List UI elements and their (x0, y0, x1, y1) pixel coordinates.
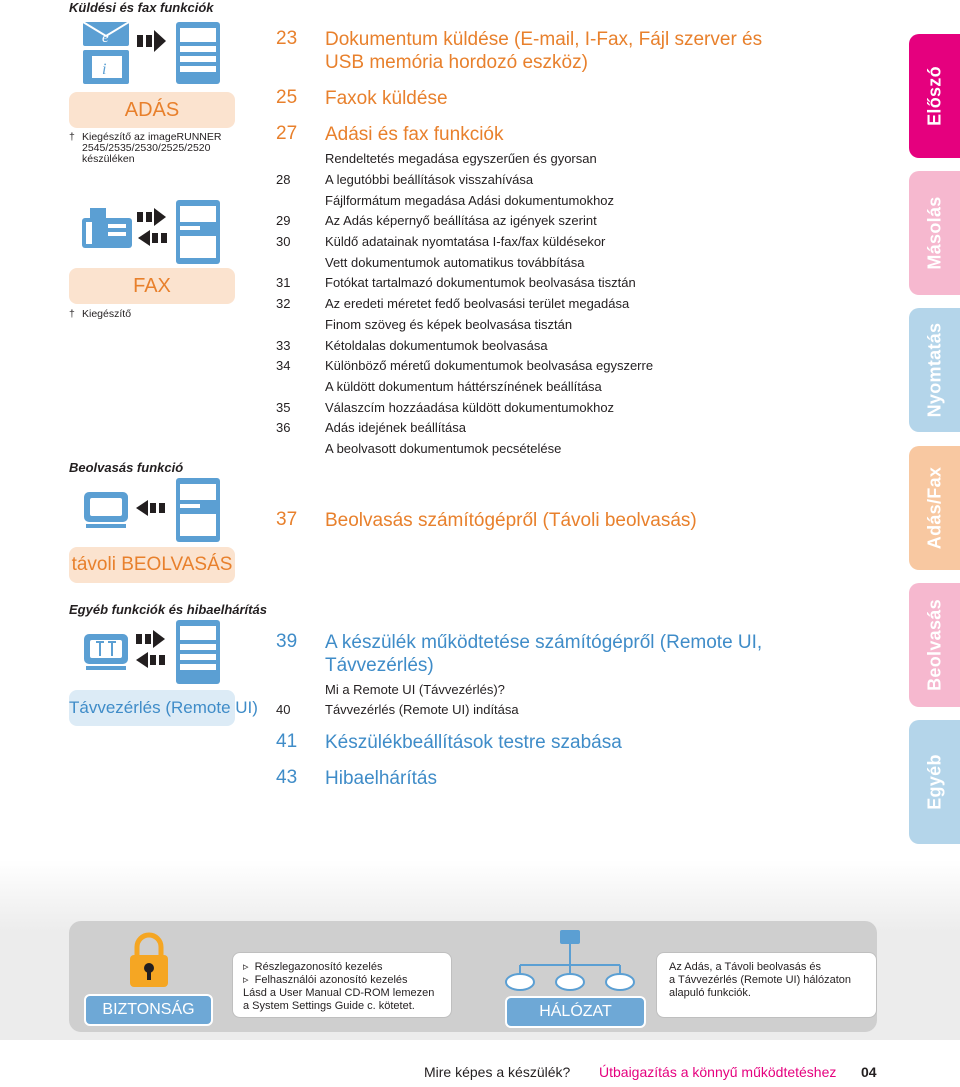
toc-heading-send-fax-functions[interactable]: Adási és fax funkciók (325, 124, 504, 145)
security-info-box: ▹ Részlegazonosító kezelés ▹ Felhasználói azonosító kezelés Lásd a User Manual CD-ROM lemezen a System Settings Guide c. kötetet. (232, 952, 452, 1018)
tab-copy[interactable]: Másolás (909, 171, 960, 295)
arrows-bidirectional-icon (137, 208, 167, 246)
toc-item[interactable]: Küldő adatainak nyomtatása I-fax/fax küldésekor (325, 234, 606, 249)
page-number: 04 (861, 1064, 877, 1080)
section-title-scan: Beolvasás funkció (69, 460, 184, 475)
tab-other[interactable]: Egyéb (909, 720, 960, 844)
toc-item-num[interactable]: 35 (276, 400, 291, 415)
tab-scan[interactable]: Beolvasás (909, 583, 960, 707)
toc-heading-remote-scan[interactable]: Beolvasás számítógépről (Távoli beolvasás) (325, 510, 697, 531)
toc-heading-num[interactable]: 43 (276, 767, 298, 788)
list-item: ▹ Részlegazonosító kezelés (243, 961, 383, 973)
list-item: ▹ Felhasználói azonosító kezelés (243, 974, 408, 986)
toc-item[interactable]: Távvezérlés (Remote UI) indítása (325, 702, 519, 717)
svg-text:i: i (102, 61, 107, 78)
toc-heading-troubleshooting[interactable]: Hibaelhárítás (325, 768, 437, 789)
toc-heading-remote-ui[interactable]: A készülék működtetése számítógépről (Remote UI, Távvezérlés) (325, 632, 763, 676)
toc-item[interactable]: Finom szöveg és képek beolvasása tisztán (325, 317, 573, 332)
toc-heading-num[interactable]: 37 (276, 509, 298, 530)
arrows-right-icon (137, 30, 166, 52)
toc-item[interactable]: A küldött dokumentum háttérszínének beállítása (325, 379, 602, 394)
toc-item-num[interactable]: 34 (276, 358, 291, 373)
network-info-box: Az Adás, a Távoli beolvasás és a Távvezérlés (Remote UI) hálózaton alapuló funkciók. (656, 952, 877, 1018)
tools-computer-icon (84, 634, 128, 670)
remote-ui-pill: Távvezérlés (Remote UI) (69, 690, 235, 726)
remote-scan-pill: távoli BEOLVASÁS (69, 547, 235, 583)
multifunction-printer-icon (176, 22, 220, 84)
toc-item[interactable]: Adás idejének beállítása (325, 420, 466, 435)
computer-icon (84, 492, 128, 528)
section-title-other: Egyéb funkciók és hibaelhárítás (69, 602, 267, 617)
printer-icon (176, 478, 220, 542)
send-pill: ADÁS (69, 92, 235, 128)
toc-heading-num[interactable]: 25 (276, 87, 298, 108)
fax-machine-icon (82, 208, 132, 248)
toc-item-num[interactable]: 32 (276, 296, 291, 311)
tab-send-fax[interactable]: Adás/Fax (909, 446, 960, 570)
info-icon (83, 50, 129, 84)
toc-item[interactable]: Az eredeti méretet fedő beolvasási terület megadása (325, 296, 630, 311)
toc-item-num[interactable]: 40 (276, 702, 291, 717)
toc-heading-num[interactable]: 23 (276, 28, 298, 49)
send-illustration (80, 20, 240, 90)
toc-heading-settings[interactable]: Készülékbeállítások testre szabása (325, 732, 622, 753)
toc-item[interactable]: A legutóbbi beállítások visszahívása (325, 172, 534, 187)
footer-section: Mire képes a készülék? (424, 1064, 571, 1080)
printer-icon (176, 200, 220, 264)
toc-item-num[interactable]: 36 (276, 420, 291, 435)
toc-item-num[interactable]: 28 (276, 172, 291, 187)
network-button[interactable]: HÁLÓZAT (505, 996, 646, 1028)
arrows-left-icon (136, 500, 165, 516)
toc-heading-num[interactable]: 41 (276, 731, 298, 752)
toc-item-num[interactable]: 29 (276, 213, 291, 228)
multifunction-printer-icon (176, 620, 220, 684)
toc-heading-send-documents[interactable]: Dokumentum küldése (E-mail, I-Fax, Fájl szerver és USB memória hordozó eszköz) (325, 29, 763, 73)
footer-chapter: Útbaigazítás a könnyű működtetéshez (599, 1064, 837, 1080)
arrows-bidirectional-icon (136, 630, 165, 668)
toc-item[interactable]: Rendeltetés megadása egyszerűen és gyorsan (325, 151, 597, 166)
toc-item[interactable]: A beolvasott dokumentumok pecsételése (325, 441, 562, 456)
network-icon (500, 930, 640, 996)
email-icon (83, 22, 129, 46)
toc-item-num[interactable]: 31 (276, 275, 291, 290)
scan-illustration (84, 478, 234, 542)
lock-icon (128, 931, 170, 989)
section-title-send-fax: Küldési és fax funkciók (69, 0, 214, 15)
svg-text:e: e (102, 30, 109, 46)
tab-foreword[interactable]: Előszó (909, 34, 960, 158)
toc-item-num[interactable]: 33 (276, 338, 291, 353)
toc-item[interactable]: Kétoldalas dokumentumok beolvasása (325, 338, 548, 353)
fax-pill: FAX (69, 268, 235, 304)
toc-item[interactable]: Fotókat tartalmazó dokumentumok beolvasása tisztán (325, 275, 636, 290)
toc-item[interactable]: Mi a Remote UI (Távvezérlés)? (325, 682, 505, 697)
security-button[interactable]: BIZTONSÁG (84, 994, 213, 1026)
fax-illustration (80, 200, 240, 266)
toc-item[interactable]: Különböző méretű dokumentumok beolvasása egyszerre (325, 358, 654, 373)
toc-item[interactable]: Válaszcím hozzáadása küldött dokumentumokhoz (325, 400, 615, 415)
toc-item[interactable]: Az Adás képernyő beállítása az igények szerint (325, 213, 597, 228)
toc-heading-send-fax[interactable]: Faxok küldése (325, 88, 448, 109)
remote-ui-illustration (84, 620, 234, 684)
tab-print[interactable]: Nyomtatás (909, 308, 960, 432)
toc-item-num[interactable]: 30 (276, 234, 291, 249)
toc-heading-num[interactable]: 27 (276, 123, 298, 144)
toc-item[interactable]: Vett dokumentumok automatikus továbbítása (325, 255, 585, 270)
toc-heading-num[interactable]: 39 (276, 631, 298, 652)
toc-item[interactable]: Fájlformátum megadása Adási dokumentumokhoz (325, 193, 615, 208)
